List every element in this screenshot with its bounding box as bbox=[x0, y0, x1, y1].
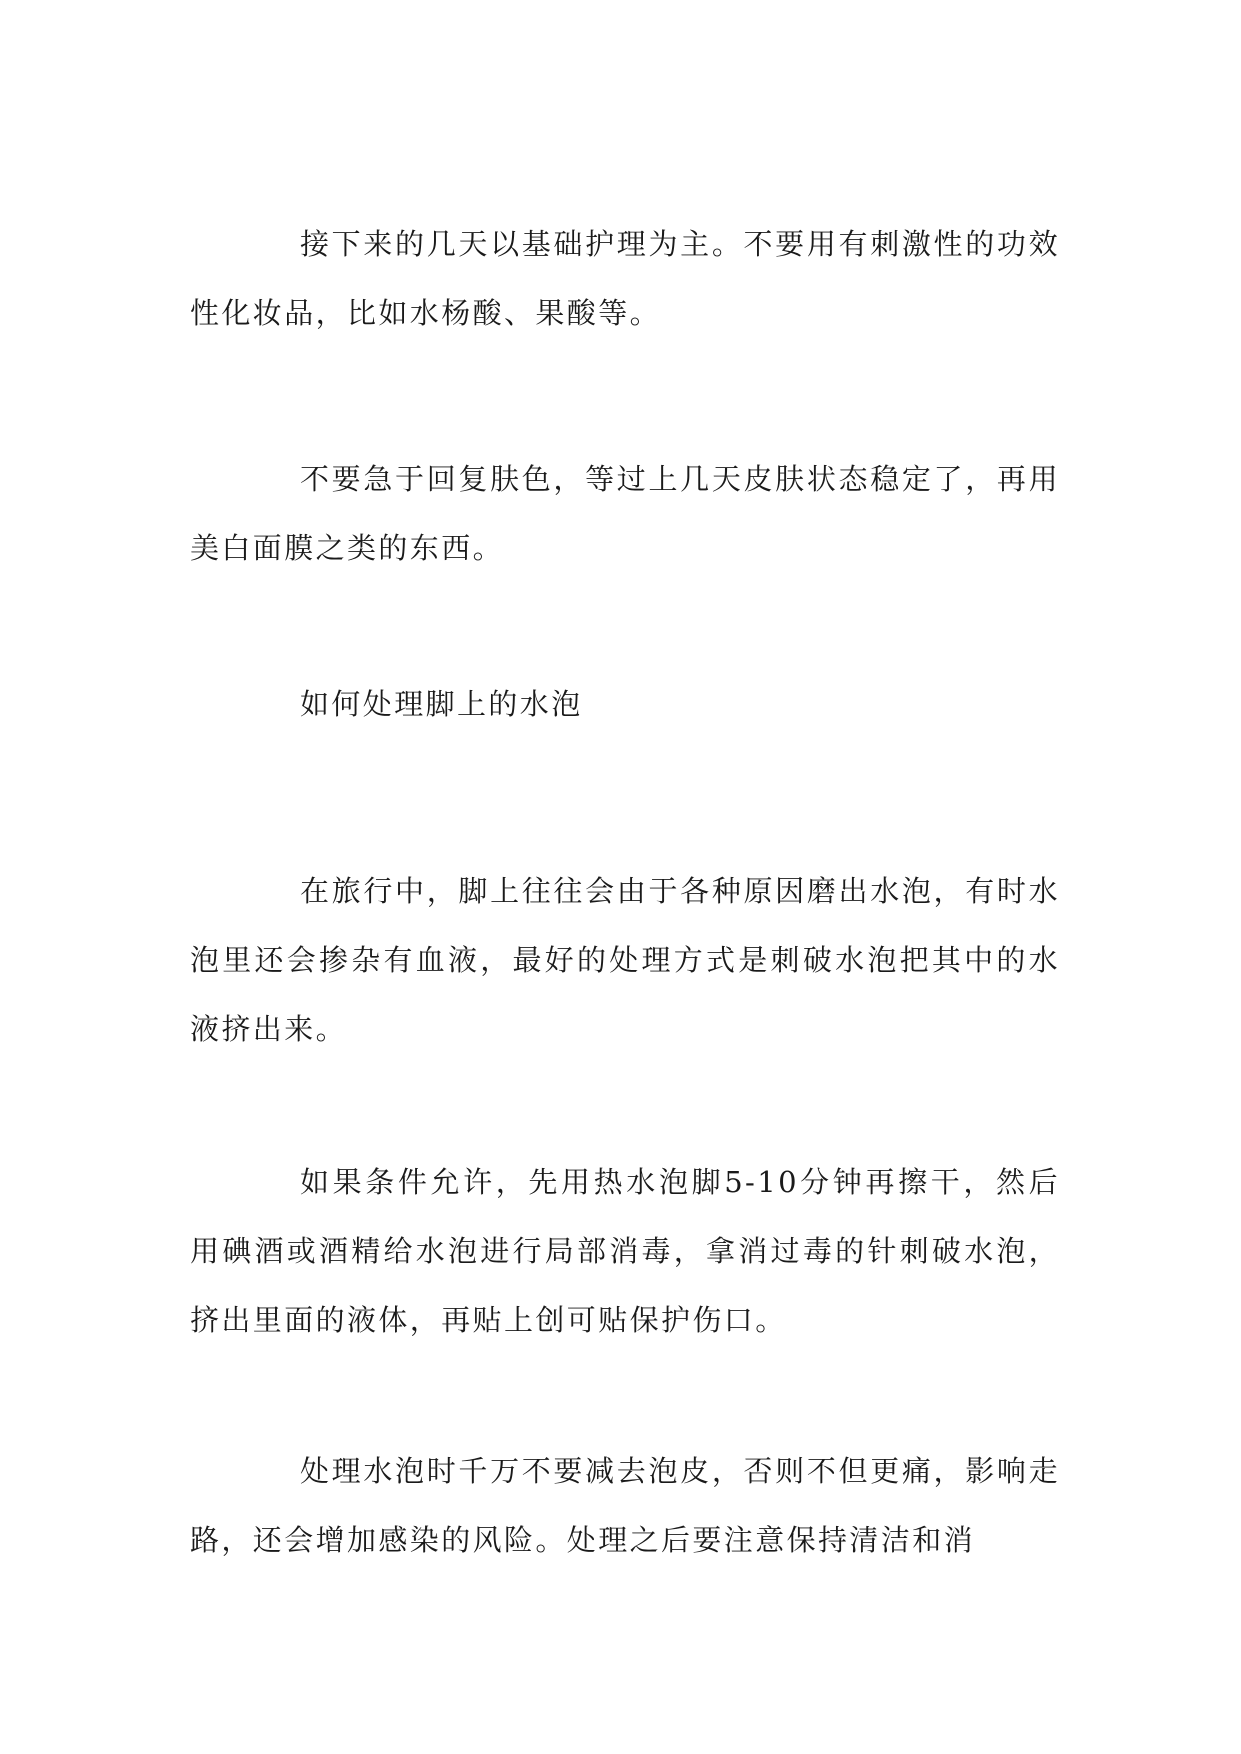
paragraph-blister-treatment: 如果条件允许，先用热水泡脚5-10分钟再擦干，然后用碘酒或酒精给水泡进行局部消毒，拿消过毒的针刺破水泡，挤出里面的液体，再贴上创可贴保护伤口。 bbox=[190, 1165, 1060, 1337]
paragraph-blister-caution: 处理水泡时千万不要减去泡皮，否则不但更痛，影响走路，还会增加感染的风险。处理之后要注意保持清洁和消 bbox=[190, 1454, 1060, 1557]
paragraph-skin-care: 接下来的几天以基础护理为主。不要用有刺激性的功效性化妆品，比如水杨酸、果酸等。 bbox=[190, 227, 1060, 330]
section-heading: 如何处理脚上的水泡 bbox=[300, 687, 583, 721]
paragraph-skin-tone: 不要急于回复肤色，等过上几天皮肤状态稳定了，再用美白面膜之类的东西。 bbox=[190, 462, 1060, 565]
paragraph-blister-cause: 在旅行中，脚上往往会由于各种原因磨出水泡，有时水泡里还会掺杂有血液，最好的处理方式是刺破水泡把其中的水液挤出来。 bbox=[190, 874, 1060, 1046]
